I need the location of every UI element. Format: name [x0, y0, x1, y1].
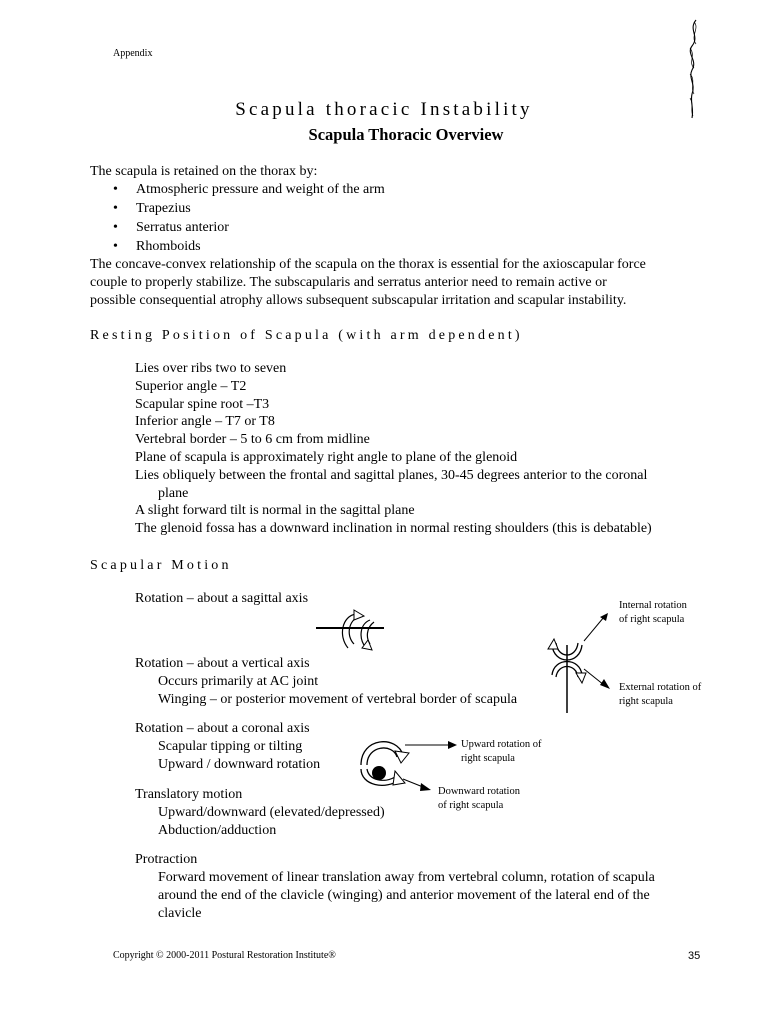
motion-title: Protraction: [135, 852, 198, 867]
list-item: Vertebral border – 5 to 6 cm from midline: [135, 432, 370, 448]
translatory-block: [135, 786, 385, 840]
list-item: • Rhomboids: [90, 237, 385, 256]
motion-heading: Scapular Motion: [90, 558, 232, 573]
label-line: of right scapula: [619, 614, 685, 625]
list-item: plane: [158, 485, 189, 501]
running-header: Appendix: [113, 48, 153, 59]
resting-heading: Resting Position of Scapula (with arm dependent): [90, 328, 523, 343]
label-line: right scapula: [461, 753, 515, 764]
vertical-axis-block: [135, 655, 517, 709]
internal-rotation-label: [619, 599, 687, 627]
motion-title: Rotation – about a vertical axis: [135, 656, 310, 671]
paragraph-line: clavicle: [158, 906, 202, 921]
page-title: Scapula thoracic Instability: [235, 99, 533, 120]
list-item: Inferior angle – T7 or T8: [135, 414, 275, 430]
list-item: Superior angle – T2: [135, 378, 247, 394]
list-item: • Serratus anterior: [90, 218, 385, 237]
vertical-rotation-diagram: [540, 605, 620, 715]
page-number: 35: [688, 950, 701, 962]
list-item: Scapular tipping or tilting: [158, 739, 303, 754]
protraction-block: [135, 851, 655, 923]
list-item: Occurs primarily at AC joint: [158, 674, 319, 689]
list-item: Upward/downward (elevated/depressed): [158, 805, 385, 820]
resting-list: [135, 360, 652, 538]
copyright-footer: Copyright © 2000-2011 Postural Restoration Institute®: [113, 950, 336, 961]
list-item: The glenoid fossa has a downward inclination in normal resting shoulders (this is debatable): [135, 521, 652, 537]
sagittal-rotation-diagram: [312, 608, 388, 656]
motion-title: Translatory motion: [135, 787, 243, 802]
list-item: • Atmospheric pressure and weight of the arm: [90, 180, 385, 199]
paragraph-line: possible consequential atrophy allows subsequent subscapular irritation and scapular instability.: [90, 293, 627, 308]
list-item: Abduction/adduction: [158, 823, 277, 838]
retention-list: [90, 180, 385, 256]
coronal-axis-block: [135, 720, 320, 774]
paragraph-line: around the end of the clavicle (winging) and anterior movement of the lateral end of the: [158, 888, 650, 903]
list-item: A slight forward tilt is normal in the sagittal plane: [135, 503, 415, 519]
list-item: • Trapezius: [90, 199, 385, 218]
retention-paragraph: [90, 256, 646, 310]
label-line: Internal rotation: [619, 600, 687, 611]
retention-intro: The scapula is retained on the thorax by:: [90, 164, 318, 179]
list-item: Scapular spine root –T3: [135, 396, 270, 412]
label-line: right scapula: [619, 696, 673, 707]
list-item: Upward / downward rotation: [158, 757, 321, 772]
label-line: Upward rotation of: [461, 739, 542, 750]
list-item: Lies obliquely between the frontal and sagittal planes, 30-45 degrees anterior to the coronal: [135, 467, 648, 483]
label-line: of right scapula: [438, 800, 504, 811]
label-line: External rotation of: [619, 682, 702, 693]
motion-title: Rotation – about a coronal axis: [135, 721, 310, 736]
paragraph-line: Forward movement of linear translation away from vertebral column, rotation of scapula: [158, 870, 655, 885]
list-item: Winging – or posterior movement of vertebral border of scapula: [158, 692, 518, 707]
paragraph-line: couple to properly stabilize. The subscapularis and serratus anterior need to remain active or: [90, 275, 607, 290]
upward-rotation-label: [461, 738, 541, 766]
downward-rotation-label: [438, 785, 520, 813]
list-item: Lies over ribs two to seven: [135, 361, 287, 376]
page-subtitle: Scapula Thoracic Overview: [308, 125, 504, 144]
label-line: Downward rotation: [438, 786, 520, 797]
external-rotation-label: [619, 681, 701, 709]
sagittal-axis-label: Rotation – about a sagittal axis: [135, 591, 309, 606]
list-item: Plane of scapula is approximately right angle to plane of the glenoid: [135, 449, 518, 465]
paragraph-line: The concave-convex relationship of the scapula on the thorax is essential for the axioscapular force: [90, 257, 646, 272]
